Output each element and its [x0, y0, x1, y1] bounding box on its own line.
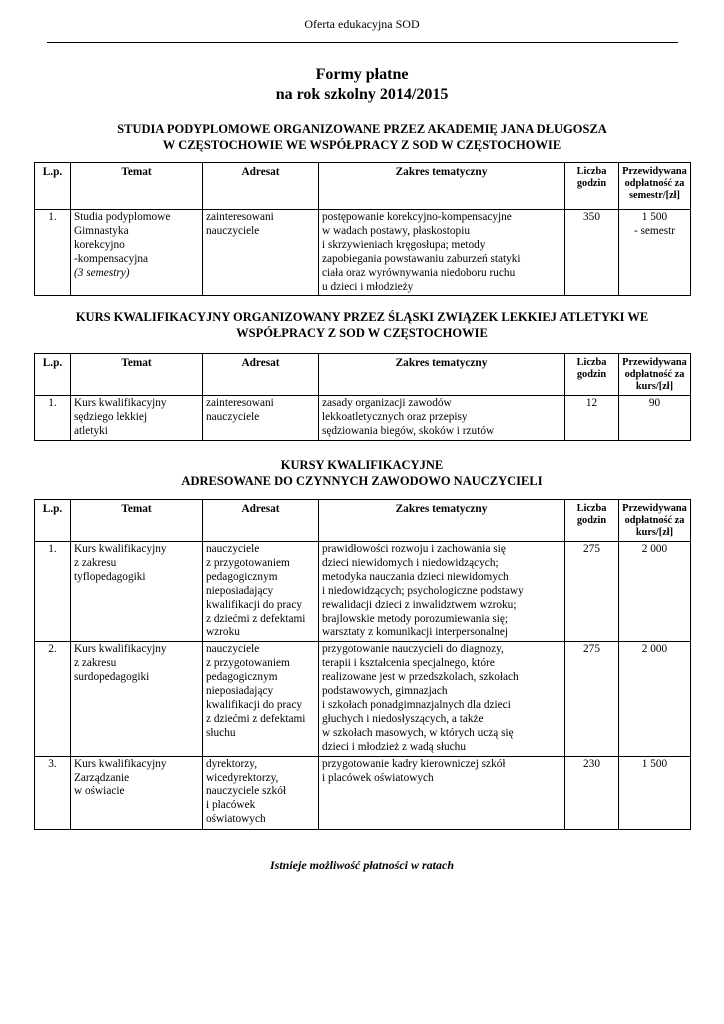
- col-header-oplata: Przewidywana odpłatność za kurs/[zł]: [619, 500, 691, 542]
- col-header-temat: Temat: [71, 163, 203, 210]
- cell-adresat: zainteresowani nauczyciele: [203, 210, 319, 296]
- col-header-zakres: Zakres tematyczny: [319, 354, 565, 396]
- cell-oplata: 1 500 - semestr: [619, 210, 691, 296]
- section2-table: [34, 353, 691, 441]
- title-line-1: Formy płatne: [315, 66, 409, 83]
- col-header-godziny: Liczba godzin: [565, 354, 619, 396]
- cell-zakres: prawidłowości rozwoju i zachowania się dzieci niewidomych i niedowidzących; metodyka nauczania dzieci niewidomych i niedowidzących; psychologiczne podstawy rewalidacji dzieci z inwalidztwem wzroku; brajlowskie metody porozumiewania się; warsztaty z komunikacji interpersonalnej: [319, 542, 565, 642]
- cell-temat: Kurs kwalifikacyjny z zakresu tyflopedagogiki: [71, 542, 203, 642]
- table-row: [35, 756, 691, 829]
- table-header-row: [35, 500, 691, 542]
- page-title: [0, 65, 724, 105]
- col-header-oplata: Przewidywana odpłatność za semestr/[zł]: [619, 163, 691, 210]
- col-header-temat: Temat: [71, 354, 203, 396]
- cell-lp: 3.: [35, 756, 71, 829]
- col-header-godziny: Liczba godzin: [565, 500, 619, 542]
- cell-adresat: nauczyciele z przygotowaniem pedagogicznym nieposiadający kwalifikacji do pracy z dziećmi z defektami wzroku: [203, 542, 319, 642]
- cell-zakres: przygotowanie nauczycieli do diagnozy, terapii i kształcenia specjalnego, które realizowane jest w przedszkolach, szkołach podstawowych, gimnazjach i szkołach ponadgimnazjalnych dla dzieci głuchych i niedosłyszących, a także w szkołach masowych, w których uczą się dzieci i młodzież z wadą słuchu: [319, 642, 565, 756]
- cell-adresat: dyrektorzy, wicedyrektorzy, nauczyciele szkół i placówek oświatowych: [203, 756, 319, 829]
- col-header-lp: L.p.: [35, 354, 71, 396]
- col-header-adresat: Adresat: [203, 163, 319, 210]
- section1-heading: STUDIA PODYPLOMOWE ORGANIZOWANE PRZEZ AKADEMIĘ JANA DŁUGOSZA W CZĘSTOCHOWIE WE WSPÓŁPRACY Z SOD W CZĘSTOCHOWIE: [117, 122, 607, 152]
- cell-zakres: przygotowanie kadry kierowniczej szkół i placówek oświatowych: [319, 756, 565, 829]
- col-header-temat: Temat: [71, 500, 203, 542]
- table-header-row: [35, 163, 691, 210]
- cell-temat: Kurs kwalifikacyjny z zakresu surdopedagogiki: [71, 642, 203, 756]
- section2-heading: KURS KWALIFIKACYJNY ORGANIZOWANY PRZEZ ŚLĄSKI ZWIĄZEK LEKKIEJ ATLETYKI WE WSPÓŁPRACY Z SOD W CZĘSTOCHOWIE: [75, 310, 649, 340]
- section3-heading: KURSY KWALIFIKACYJNE ADRESOWANE DO CZYNNYCH ZAWODOWO NAUCZYCIELI: [181, 458, 543, 488]
- cell-temat: Kurs kwalifikacyjny sędziego lekkiej atletyki: [71, 396, 203, 441]
- cell-lp: 1.: [35, 542, 71, 642]
- cell-oplata: 90: [619, 396, 691, 441]
- cell-lp: 1.: [35, 210, 71, 296]
- cell-lp: 2.: [35, 642, 71, 756]
- cell-adresat: zainteresowani nauczyciele: [203, 396, 319, 441]
- col-header-adresat: Adresat: [203, 500, 319, 542]
- cell-godziny: 12: [565, 396, 619, 441]
- cell-oplata: 2 000: [619, 642, 691, 756]
- col-header-zakres: Zakres tematyczny: [319, 163, 565, 210]
- cell-godziny: 230: [565, 756, 619, 829]
- col-header-lp: L.p.: [35, 163, 71, 210]
- cell-zakres: postępowanie korekcyjno-kompensacyjne w wadach postawy, płaskostopiu i skrzywieniach kręgosłupa; metody zapobiegania powstawaniu zaburzeń statyki ciała oraz wyrównywania niedoboru ruchu u dzieci i młodzieży: [319, 210, 565, 296]
- section3-table: [34, 499, 691, 830]
- col-header-godziny: Liczba godzin: [565, 163, 619, 210]
- cell-adresat: nauczyciele z przygotowaniem pedagogicznym nieposiadający kwalifikacji do pracy z dziećmi z defektami słuchu: [203, 642, 319, 756]
- table-row: [35, 542, 691, 642]
- header-rule: [47, 42, 678, 43]
- col-header-lp: L.p.: [35, 500, 71, 542]
- section1-table: [34, 162, 691, 296]
- cell-temat-note: (3 semestry): [74, 266, 130, 279]
- cell-godziny: 275: [565, 542, 619, 642]
- cell-oplata: 1 500: [619, 756, 691, 829]
- cell-godziny: 275: [565, 642, 619, 756]
- cell-temat: Kurs kwalifikacyjny Zarządzanie w oświacie: [71, 756, 203, 829]
- table-row: [35, 642, 691, 756]
- cell-godziny: 350: [565, 210, 619, 296]
- col-header-adresat: Adresat: [203, 354, 319, 396]
- cell-oplata: 2 000: [619, 542, 691, 642]
- cell-temat: Studia podyplomowe Gimnastyka korekcyjno -kompensacyjna (3 semestry): [71, 210, 203, 296]
- table-header-row: [35, 354, 691, 396]
- page-header: Oferta edukacyjna SOD: [304, 17, 420, 31]
- cell-lp: 1.: [35, 396, 71, 441]
- col-header-zakres: Zakres tematyczny: [319, 500, 565, 542]
- title-line-2: na rok szkolny 2014/2015: [275, 86, 449, 103]
- col-header-oplata: Przewidywana odpłatność za kurs/[zł]: [619, 354, 691, 396]
- cell-zakres: zasady organizacji zawodów lekkoatletycznych oraz przepisy sędziowania biegów, skoków i rzutów: [319, 396, 565, 441]
- table-row: [35, 396, 691, 441]
- payment-note: Istnieje możliwość płatności w ratach: [269, 858, 455, 872]
- table-row: [35, 210, 691, 296]
